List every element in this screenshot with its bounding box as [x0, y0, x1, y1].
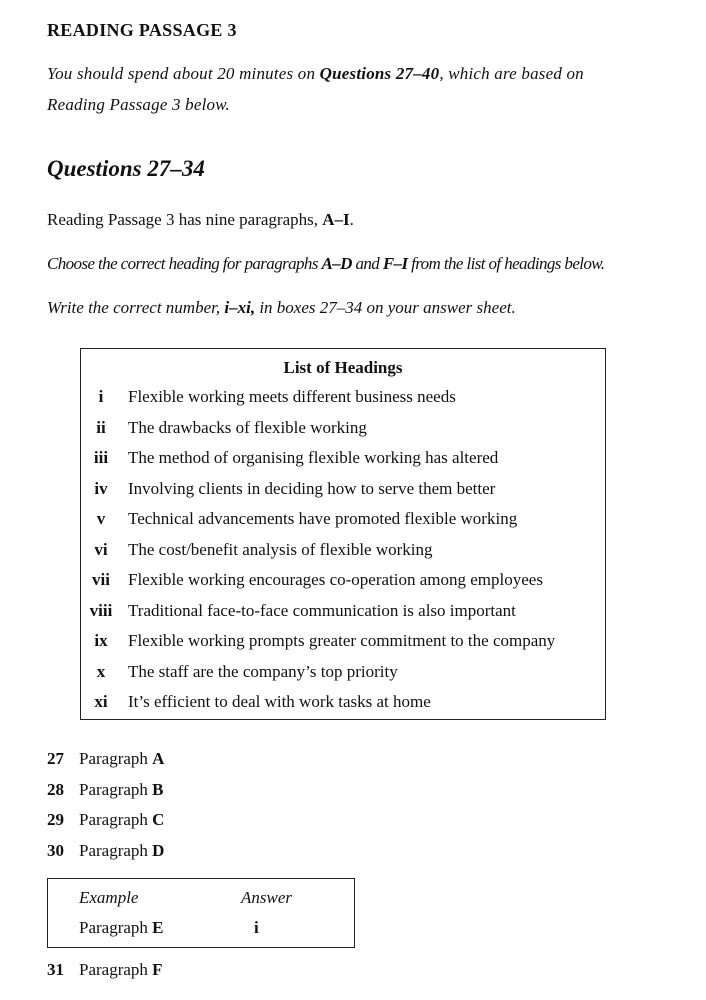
- heading-text: Flexible working meets different business needs: [128, 387, 456, 406]
- intro-line-2: Reading Passage 3 below.: [47, 95, 230, 114]
- example-header: Example: [79, 888, 139, 907]
- question-29: [47, 810, 164, 830]
- question-number: 31: [47, 960, 64, 979]
- heading-numeral: x: [96, 661, 106, 681]
- section-title: READING PASSAGE 3: [47, 20, 237, 40]
- question-letter: A: [152, 749, 165, 768]
- question-number: 27: [47, 749, 64, 768]
- example-paragraph: [79, 918, 164, 938]
- question-label: Paragraph: [79, 840, 153, 860]
- question-30: [47, 841, 164, 861]
- passage-info-end: .: [349, 210, 354, 229]
- heading-text: The method of organising flexible working has altered: [128, 448, 499, 467]
- heading-text: It’s efficient to deal with work tasks at home: [128, 692, 431, 711]
- question-letter: C: [152, 810, 165, 829]
- questions-title: Questions 27–34: [47, 156, 205, 181]
- heading-numeral: iv: [94, 478, 108, 498]
- intro-text-end: , which are based on: [439, 64, 584, 83]
- question-number: 29: [47, 810, 64, 829]
- headings-list-title: List of Headings: [283, 358, 403, 377]
- instruction-choose-pre: Choose the correct heading for paragraphs: [47, 254, 322, 273]
- instruction-write-range: i–xi,: [224, 298, 256, 317]
- heading-text: The cost/benefit analysis of flexible working: [128, 539, 433, 559]
- heading-numeral: ix: [94, 631, 108, 650]
- passage-info-range: A–I: [322, 210, 350, 229]
- question-27: [47, 749, 164, 769]
- instruction-range-2: F–I: [382, 254, 408, 273]
- question-number: 30: [47, 840, 64, 860]
- heading-numeral: vii: [92, 570, 110, 589]
- heading-numeral: vi: [94, 539, 108, 559]
- question-letter: D: [152, 840, 165, 860]
- passage-info: [47, 210, 354, 230]
- example-answer: i: [254, 918, 259, 937]
- passage-info-text: Reading Passage 3 has nine paragraphs,: [47, 210, 323, 229]
- question-label: Paragraph: [79, 960, 153, 979]
- question-letter: F: [152, 960, 163, 979]
- headings-list-box: [80, 348, 606, 720]
- heading-numeral: ii: [96, 417, 106, 437]
- instruction-write: [47, 298, 516, 318]
- example-box: [47, 878, 355, 948]
- question-31: [47, 960, 163, 980]
- heading-text: Flexible working prompts greater commitment to the company: [128, 631, 556, 650]
- instruction-write-pre: Write the correct number,: [47, 298, 225, 317]
- intro-questions-range: Questions 27–40: [319, 64, 440, 83]
- question-label: Paragraph: [79, 810, 153, 829]
- example-paragraph-label: Paragraph: [79, 918, 153, 937]
- question-label: Paragraph: [79, 779, 153, 799]
- heading-text: The staff are the company’s top priority: [128, 661, 398, 681]
- instruction-write-post: in boxes 27–34 on your answer sheet.: [255, 298, 516, 317]
- heading-text: Technical advancements have promoted flexible working: [128, 509, 518, 528]
- heading-text: Traditional face-to-face communication is also important: [128, 600, 516, 620]
- instruction-choose: [47, 254, 604, 274]
- heading-numeral: iii: [93, 448, 109, 467]
- question-label: Paragraph: [79, 749, 153, 768]
- heading-numeral: i: [98, 387, 104, 406]
- instruction-choose-mid: and: [351, 254, 383, 273]
- heading-text: Involving clients in deciding how to serve them better: [128, 478, 496, 498]
- intro-line-1: [47, 64, 584, 84]
- instruction-range-1: A–D: [321, 254, 352, 273]
- heading-text: The drawbacks of flexible working: [128, 417, 367, 437]
- question-number: 28: [47, 779, 64, 799]
- heading-numeral: xi: [94, 692, 108, 711]
- intro-text: You should spend about 20 minutes on: [47, 64, 320, 83]
- answer-header: Answer: [241, 888, 292, 907]
- heading-numeral: v: [96, 509, 106, 528]
- example-paragraph-letter: E: [152, 918, 164, 937]
- question-28: [47, 780, 164, 800]
- heading-numeral: viii: [89, 600, 113, 620]
- question-letter: B: [152, 779, 164, 799]
- heading-text: Flexible working encourages co-operation among employees: [128, 570, 543, 589]
- instruction-choose-post: from the list of headings below.: [407, 254, 605, 273]
